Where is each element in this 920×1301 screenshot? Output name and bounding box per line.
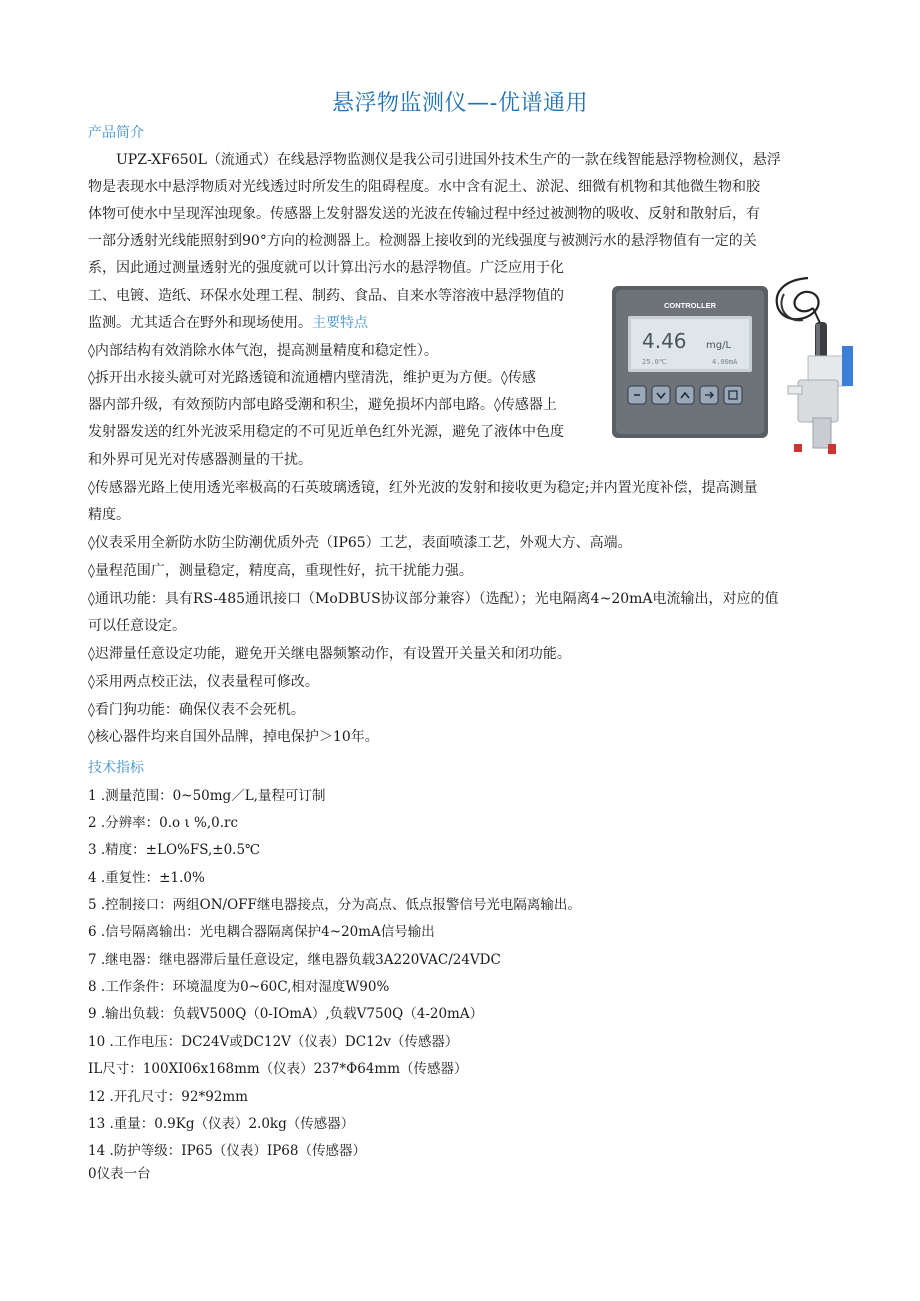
intro-line: UPZ-XF650L（流通式）在线悬浮物监测仪是我公司引进国外技术生产的一款在线智能悬浮物检测仪，悬浮	[116, 152, 781, 168]
page-title: 悬浮物监测仪—-优谱通用	[332, 91, 588, 116]
section-specs-heading: 技术指标	[88, 760, 144, 776]
intro-line: 体物可使水中呈现浑浊现象。传感器上发射器发送的光波在传输过程中经过被测物的吸收、反射和散射后，有	[88, 206, 760, 222]
device-current: 4.00mA	[712, 358, 738, 366]
feature-line: ◊传感器光路上使用透光率极高的石英玻璃透镜，红外光波的发射和接收更为稳定;并内置光度补偿，提高测量	[88, 480, 758, 496]
intro-line: 工、电镀、造纸、环保水处理工程、制药、食品、自来水等溶液中悬浮物值的	[88, 288, 564, 304]
feature-line: 发射器发送的红外光波采用稳定的不可见近单色红外光源，避免了液体中色度	[88, 424, 564, 440]
feature-line: ◊看门狗功能：确保仪表不会死机。	[88, 702, 305, 718]
spec-item: 10 .工作电压：DC24V或DC12V（仪表）DC12v（传感器）	[88, 1034, 459, 1050]
section-features-heading: 主要特点	[312, 315, 368, 331]
device-keypad	[628, 386, 742, 404]
spec-item: 3 .精度：±LO%FS,±0.5℃	[88, 842, 261, 858]
feature-line: 器内部升级，有效预防内部电路受潮和积尘，避免损坏内部电路。◊传感器上	[88, 397, 557, 413]
spec-item: 2 .分辨率：0.ο ι %,0.rc	[88, 815, 239, 831]
spec-item: 13 .重量：0.9Kg（仪表）2.0kg（传感器）	[88, 1116, 355, 1132]
feature-line: ◊拆开出水接头就可对光路透镜和流通槽内壁清洗，维护更为方便。◊传感	[88, 370, 536, 386]
spec-item: 4 .重复性：±1.0%	[88, 870, 205, 886]
intro-line: 一部分透射光线能照射到90°方向的检测器上。检测器上接收到的光线强度与被测污水的悬浮物值有一定的关	[88, 233, 757, 249]
device-unit: mg/L	[706, 340, 732, 351]
spec-item: 0仪表一台	[88, 1166, 151, 1182]
spec-item: 7 .继电器：继电器滞后量任意设定，继电器负载3A220VAC/24VDC	[88, 952, 501, 968]
device-temp: 25.0℃	[642, 358, 667, 366]
spec-item: 1 .测量范围：0~50mg／L,量程可订制	[88, 788, 326, 804]
intro-last-text: 监测。尤其适合在野外和现场使用。	[88, 315, 312, 331]
product-image	[608, 268, 853, 468]
feature-line: ◊仪表采用全新防水防尘防潮优质外壳（IP65）工艺，表面喷漆工艺，外观大方、高端。	[88, 535, 632, 551]
feature-line: ◊量程范围广，测量稳定，精度高，重现性好，抗干扰能力强。	[88, 563, 473, 579]
intro-line: 系，因此通过测量透射光的强度就可以计算出污水的悬浮物值。广泛应用于化	[88, 260, 564, 276]
spec-item: 6 .信号隔离输出：光电耦合器隔离保护4~20mA信号输出	[88, 924, 435, 940]
feature-line: 和外界可见光对传感器测量的干扰。	[88, 452, 312, 468]
spec-item: IL尺寸：100XI06x168mm（仪表）237*Φ64mm（传感器）	[88, 1061, 468, 1077]
feature-line: ◊核心器件均来自国外品牌，掉电保护＞10年。	[88, 729, 379, 745]
spec-item: 5 .控制接口：两组ON/OFF继电器接点，分为高点、低点报警信号光电隔离输出。	[88, 897, 581, 913]
feature-line: 精度。	[88, 507, 130, 523]
feature-line: ◊通讯功能：具有RS-485通讯接口（MoDBUS协议部分兼容）（选配）；光电隔离4~20mA电流输出，对应的值	[88, 591, 779, 607]
spec-item: 8 .工作条件：环境温度为0~60C,相对湿度W90%	[88, 979, 390, 995]
intro-line: 物是表现水中悬浮物质对光线透过时所发生的阻碍程度。水中含有泥土、淤泥、细微有机物和其他微生物和胶	[88, 179, 760, 195]
feature-line: ◊采用两点校正法，仪表量程可修改。	[88, 674, 319, 690]
spec-item: 12 .开孔尺寸：92*92mm	[88, 1089, 248, 1105]
spec-item: 9 .输出负载：负载V500Q（0-IOmA）,负载V750Q（4-20mA）	[88, 1006, 484, 1022]
feature-line: ◊迟滞量任意设定功能，避免开关继电器频繁动作，有设置开关量关和闭功能。	[88, 646, 571, 662]
spec-item: 14 .防护等级：IP65（仪表）IP68（传感器）	[88, 1143, 366, 1159]
device-reading: 4.46	[642, 329, 687, 353]
feature-line: ◊内部结构有效消除水体气泡，提高测量精度和稳定性）。	[88, 343, 438, 359]
section-intro-heading: 产品简介	[88, 125, 144, 141]
feature-line: 可以任意设定。	[88, 618, 186, 634]
intro-line	[88, 310, 368, 337]
device-brand: CONTROLLER	[663, 301, 717, 310]
